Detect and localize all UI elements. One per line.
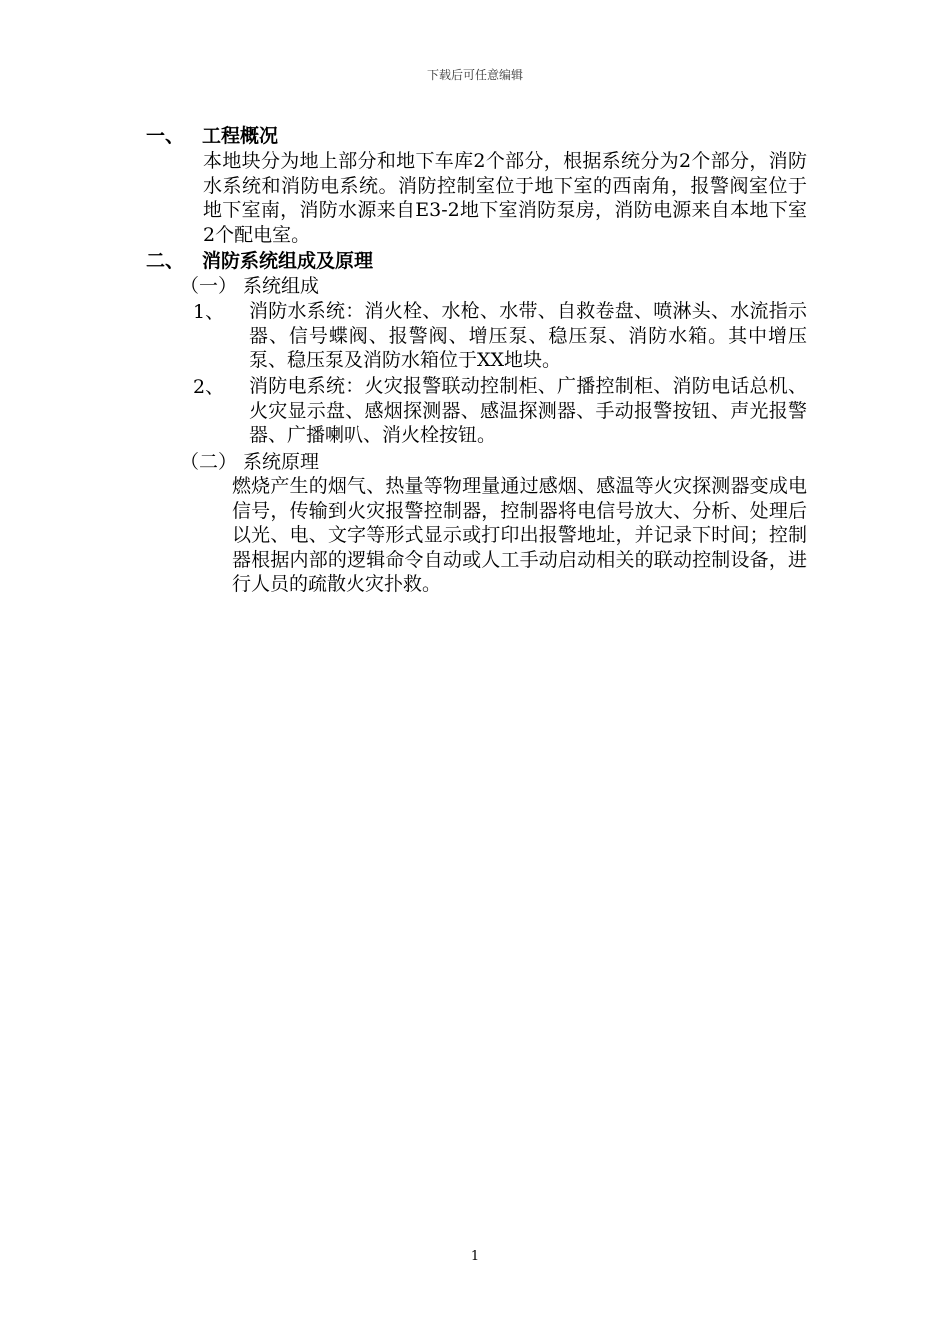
list-item-2-text: 消防电系统：火灾报警联动控制柜、广播控制柜、消防电话总机、火灾显示盘、感烟探测器、感温探测器、手动报警按钮、声光报警器、广播喇叭、消火栓按钮。 — [249, 375, 807, 446]
section-1-heading — [146, 124, 846, 148]
section-1-body: 本地块分为地上部分和地下车库2个部分，根据系统分为2个部分，消防水系统和消防电系统。消防控制室位于地下室的西南角，报警阀室位于地下室南，消防水源来自E3-2地下室消防泵房，消防电源来自本地下室2个配电室。 — [203, 150, 807, 246]
subsection-2-body: 燃烧产生的烟气、热量等物理量通过感烟、感温等火灾探测器变成电信号，传输到火灾报警控制器，控制器将电信号放大、分析、处理后以光、电、文字等形式显示或打印出报警地址，并记录下时间；控制器根据内部的逻辑命令自动或人工手动启动相关的联动控制设备，进行人员的疏散火灾扑救。 — [232, 475, 807, 595]
list-item-1-number: 1、 — [193, 301, 225, 323]
section-2-title: 消防系统组成及原理 — [202, 250, 374, 272]
subsection-1-label: （一） 系统组成 — [180, 275, 320, 297]
subsection-2-label: （二） 系统原理 — [180, 451, 320, 473]
section-2-number: 二、 — [146, 250, 185, 272]
page-number: 1 — [470, 1249, 480, 1264]
section-1-title: 工程概况 — [202, 125, 279, 147]
list-item-1-text: 消防水系统：消火栓、水枪、水带、自救卷盘、喷淋头、水流指示器、信号蝶阀、报警阀、增压泵、稳压泵、消防水箱。其中增压泵、稳压泵及消防水箱位于XX地块。 — [249, 300, 807, 371]
header-note: 下载后可任意编辑 — [426, 68, 523, 82]
list-item-2-number: 2、 — [193, 376, 225, 398]
section-2-heading — [146, 249, 846, 273]
section-1-number: 一、 — [146, 125, 185, 147]
